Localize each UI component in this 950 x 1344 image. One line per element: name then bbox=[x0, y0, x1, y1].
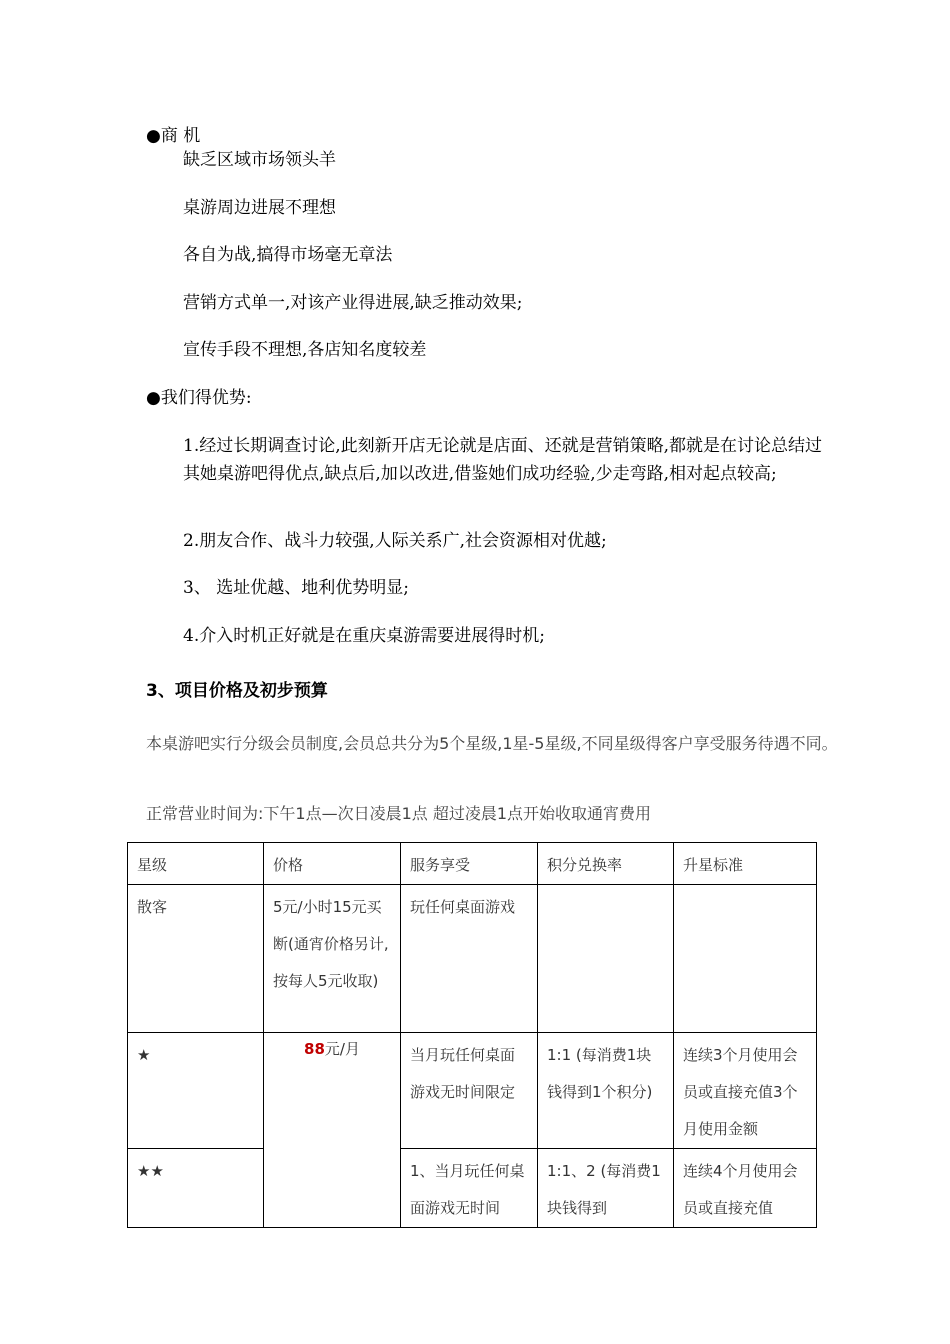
upgrade-cell: 连续4个月使用会员或直接充值 bbox=[674, 1149, 817, 1228]
section-title: 3、项目价格及初步预算 bbox=[146, 681, 328, 701]
header-cell: 价格 bbox=[264, 843, 401, 885]
price-cell: 5元/小时15元买断(通宵价格另计,按每人5元收取) bbox=[264, 885, 401, 1033]
points-cell: 1:1、2 (每消费1块钱得到 bbox=[538, 1149, 674, 1228]
level-cell: ★★ bbox=[128, 1149, 264, 1228]
price-table bbox=[127, 842, 817, 1228]
points-cell: 1:1 (每消费1块钱得到1个积分) bbox=[538, 1033, 674, 1149]
price-unit: 元/月 bbox=[324, 1040, 360, 1058]
header-cell: 积分兑换率 bbox=[538, 843, 674, 885]
service-cell: 玩任何桌面游戏 bbox=[401, 885, 538, 1033]
advantage-item: 1.经过长期调查讨论,此刻新开店无论就是店面、还就是营销策略,都就是在讨论总结过其她桌游吧得优点,缺点后,加以改进,借鉴她们成功经验,少走弯路,相对起点较高; bbox=[183, 436, 823, 484]
service-cell: 1、当月玩任何桌面游戏无时间 bbox=[401, 1149, 538, 1228]
membership-intro: 本桌游吧实行分级会员制度,会员总共分为5个星级,1星-5星级,不同星级得客户享受服务待遇不同。 bbox=[146, 734, 838, 753]
level-cell: ★ bbox=[128, 1033, 264, 1149]
points-cell bbox=[538, 885, 674, 1033]
header-cell: 星级 bbox=[128, 843, 264, 885]
advantage-item: 2.朋友合作、战斗力较强,人际关系广,社会资源相对优越; bbox=[183, 531, 607, 551]
business-hours: 正常营业时间为:下午1点—次日凌晨1点 超过凌晨1点开始收取通宵费用 bbox=[146, 804, 652, 823]
opportunity-item: 桌游周边进展不理想 bbox=[183, 198, 336, 218]
opportunity-item: 宣传手段不理想,各店知名度较差 bbox=[183, 340, 427, 360]
advantage-item: 3、 选址优越、地利优势明显; bbox=[183, 578, 409, 598]
advantage-item: 4.介入时机正好就是在重庆桌游需要进展得时机; bbox=[183, 626, 545, 646]
table-header-row bbox=[128, 843, 817, 885]
opportunity-item: 各自为战,搞得市场毫无章法 bbox=[183, 245, 393, 265]
price-amount: 88 bbox=[304, 1040, 325, 1058]
table-row bbox=[128, 1149, 817, 1228]
opportunity-heading: ●商 机 bbox=[146, 126, 201, 146]
header-cell: 升星标准 bbox=[674, 843, 817, 885]
header-cell: 服务享受 bbox=[401, 843, 538, 885]
level-cell: 散客 bbox=[128, 885, 264, 1033]
opportunity-item: 缺乏区域市场领头羊 bbox=[183, 150, 336, 170]
price-cell bbox=[264, 1033, 401, 1228]
upgrade-cell bbox=[674, 885, 817, 1033]
opportunity-item: 营销方式单一,对该产业得进展,缺乏推动效果; bbox=[183, 293, 523, 313]
service-cell: 当月玩任何桌面游戏无时间限定 bbox=[401, 1033, 538, 1149]
table-row bbox=[128, 1033, 817, 1149]
advantages-heading: ●我们得优势: bbox=[146, 388, 252, 408]
table-row bbox=[128, 885, 817, 1033]
upgrade-cell: 连续3个月使用会员或直接充值3个月使用金额 bbox=[674, 1033, 817, 1149]
